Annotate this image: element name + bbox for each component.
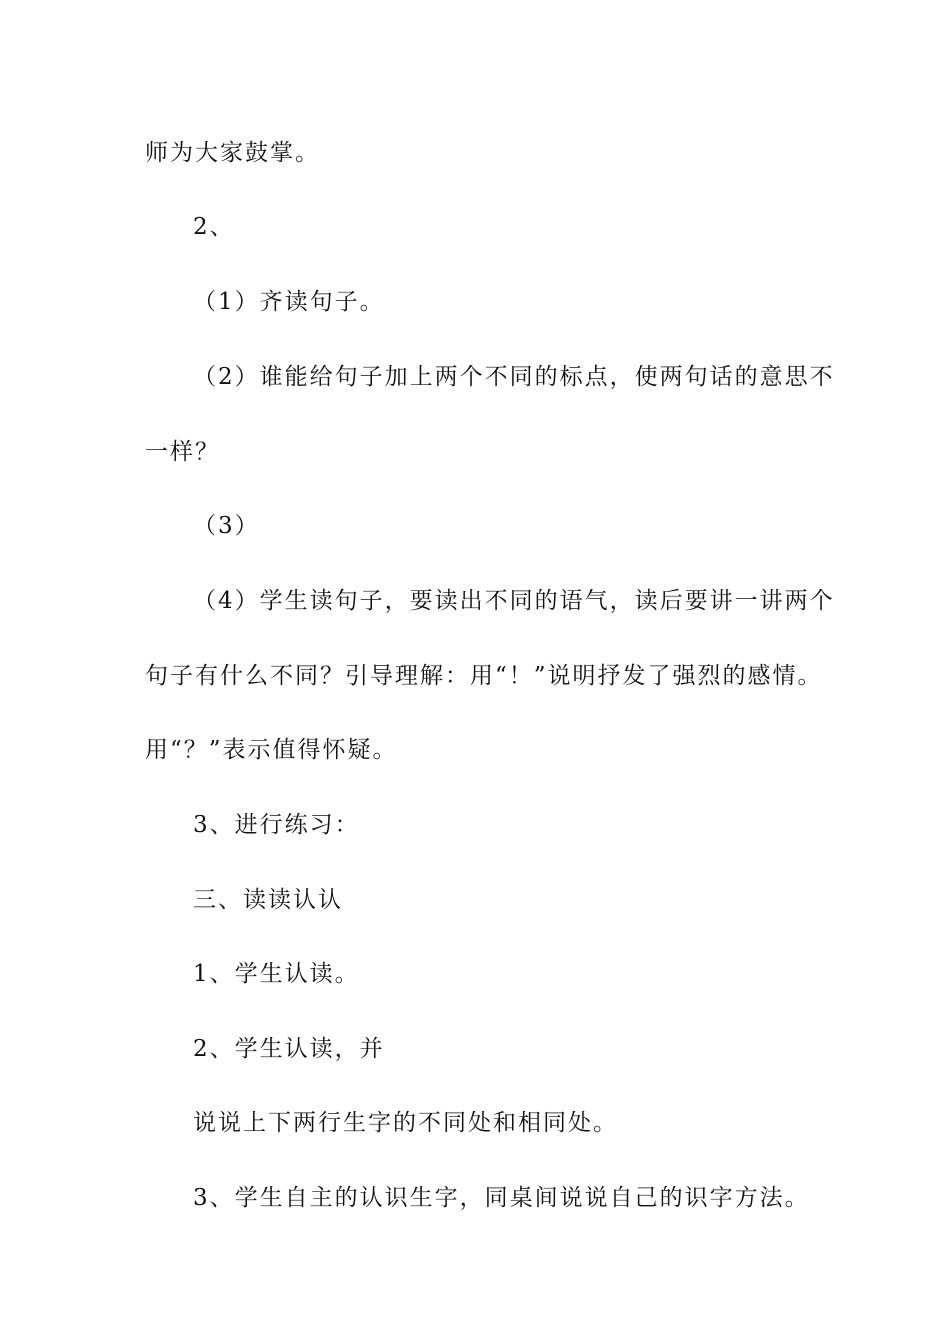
text-line: 师为大家鼓掌。 <box>145 140 320 166</box>
text-line: 2、学生认读，并 <box>193 1036 385 1062</box>
text-line: （4）学生读句子，要读出不同的语气，读后要讲一讲两个 <box>193 588 835 614</box>
text-line: 1、学生认读。 <box>193 961 360 987</box>
text-line: 3、学生自主的认识生字，同桌间说说自己的识字方法。 <box>193 1185 810 1211</box>
section-heading: 三、读读认认 <box>193 887 343 913</box>
text-line: 2、 <box>193 214 235 240</box>
text-line: 一样？ <box>145 439 220 465</box>
text-line: 句子有什么不同？引导理解：用“！”说明抒发了强烈的感情。 <box>145 663 823 689</box>
text-line: （1）齐读句子。 <box>193 289 385 315</box>
text-line: 用“？”表示值得怀疑。 <box>145 737 398 763</box>
text-line: （3） <box>193 513 260 539</box>
text-line: 3、进行练习： <box>193 812 360 838</box>
text-line: （2）谁能给句子加上两个不同的标点，使两句话的意思不 <box>193 364 835 390</box>
text-line: 说说上下两行生字的不同处和相同处。 <box>193 1110 618 1136</box>
